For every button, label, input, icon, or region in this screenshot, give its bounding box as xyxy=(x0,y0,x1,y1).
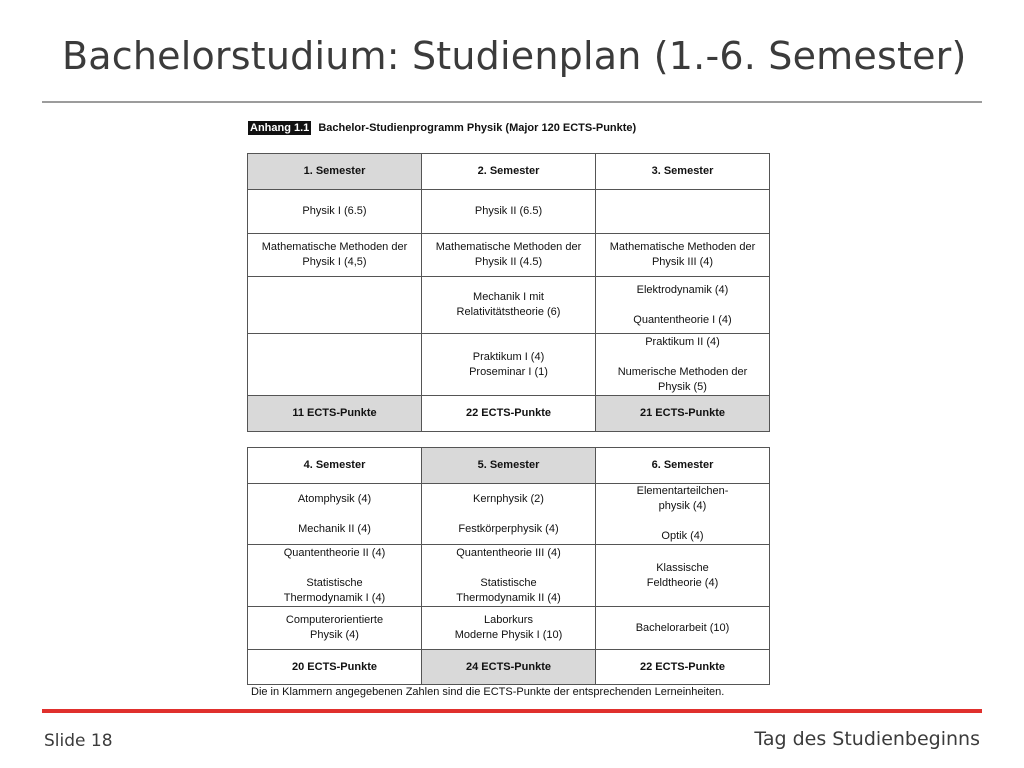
event-name: Tag des Studienbeginns xyxy=(754,728,980,750)
table-header-row xyxy=(248,154,770,190)
slide-number: Slide 18 xyxy=(44,731,113,751)
table-header-row xyxy=(248,448,770,484)
total-semester-3: 21 ECTS-Punkte xyxy=(596,396,770,432)
table-cell: Mechanik I mit Relativitätstheorie (6) xyxy=(422,277,596,334)
annex-title: Bachelor-Studienprogramm Physik (Major 120 ECTS-Punkte) xyxy=(318,122,637,134)
table-cell: Kernphysik (2) Festkörperphysik (4) xyxy=(422,484,596,545)
table-row xyxy=(248,190,770,234)
table-cell: Bachelorarbeit (10) xyxy=(596,607,770,650)
annex-tag: Anhang 1.1 xyxy=(250,122,310,134)
table-totals-row xyxy=(248,396,770,432)
table-row xyxy=(248,484,770,545)
table-cell: Quantentheorie II (4) Statistische Thermodynamik I (4) xyxy=(248,545,422,607)
study-plan-table-semesters-4-6 xyxy=(247,447,770,685)
slide-title: Bachelorstudium: Studienplan (1.-6. Semester) xyxy=(62,34,967,78)
table-cell: Praktikum II (4) Numerische Methoden der Physik (5) xyxy=(596,334,770,396)
table-cell: Praktikum I (4) Proseminar I (1) xyxy=(422,334,596,396)
table-cell: Computerorientierte Physik (4) xyxy=(248,607,422,650)
table-row xyxy=(248,277,770,334)
table-cell: Elektrodynamik (4) Quantentheorie I (4) xyxy=(596,277,770,334)
title-divider xyxy=(42,101,982,103)
study-plan-table-semesters-1-3 xyxy=(247,153,770,432)
table-row xyxy=(248,607,770,650)
total-semester-1: 11 ECTS-Punkte xyxy=(248,396,422,432)
total-semester-4: 20 ECTS-Punkte xyxy=(248,650,422,685)
table-cell: Klassische Feldtheorie (4) xyxy=(596,545,770,607)
header-semester-5: 5. Semester xyxy=(422,448,596,484)
total-semester-2: 22 ECTS-Punkte xyxy=(422,396,596,432)
table-cell xyxy=(248,277,422,334)
table-row xyxy=(248,334,770,396)
footnote: Die in Klammern angegebenen Zahlen sind die ECTS-Punkte der entsprechenden Lerneinheiten. xyxy=(251,686,725,698)
footer-divider xyxy=(42,709,982,713)
table-cell xyxy=(596,190,770,234)
total-semester-6: 22 ECTS-Punkte xyxy=(596,650,770,685)
table-cell: Elementarteilchen- physik (4) Optik (4) xyxy=(596,484,770,545)
table-row xyxy=(248,545,770,607)
header-semester-4: 4. Semester xyxy=(248,448,422,484)
table-cell: Mathematische Methoden der Physik III (4) xyxy=(596,234,770,277)
table-cell: Quantentheorie III (4) Statistische Thermodynamik II (4) xyxy=(422,545,596,607)
table-cell: Physik II (6.5) xyxy=(422,190,596,234)
table-cell: Laborkurs Moderne Physik I (10) xyxy=(422,607,596,650)
table-cell: Mathematische Methoden der Physik II (4.5) xyxy=(422,234,596,277)
table-row xyxy=(248,234,770,277)
table-cell xyxy=(248,334,422,396)
annex-heading xyxy=(248,122,636,134)
table-cell: Mathematische Methoden der Physik I (4,5) xyxy=(248,234,422,277)
table-cell: Physik I (6.5) xyxy=(248,190,422,234)
header-semester-2: 2. Semester xyxy=(422,154,596,190)
header-semester-6: 6. Semester xyxy=(596,448,770,484)
table-cell: Atomphysik (4) Mechanik II (4) xyxy=(248,484,422,545)
table-totals-row xyxy=(248,650,770,685)
total-semester-5: 24 ECTS-Punkte xyxy=(422,650,596,685)
header-semester-3: 3. Semester xyxy=(596,154,770,190)
header-semester-1: 1. Semester xyxy=(248,154,422,190)
